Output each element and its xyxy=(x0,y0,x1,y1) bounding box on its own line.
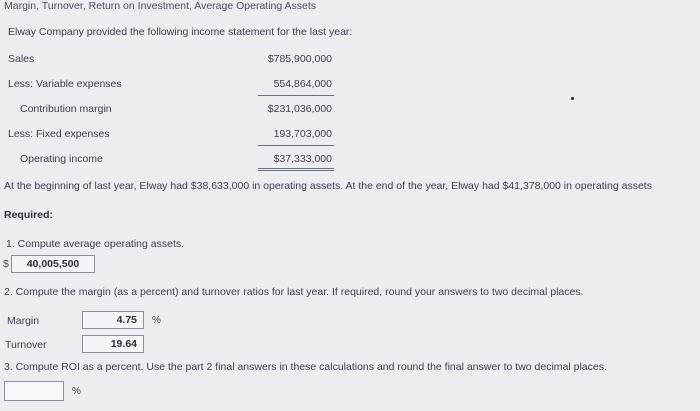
operating-income-amount: $37,333,000 xyxy=(273,153,332,165)
variable-expenses-label: Less: Variable expenses xyxy=(8,78,122,90)
total-double-underline xyxy=(258,170,334,171)
average-assets-input[interactable]: 40,005,500 xyxy=(11,255,95,273)
operating-assets-text: At the beginning of last year, Elway had $38,633,000 in operating assets. At the end of the year, Elway had $41,378,000 in operating assets xyxy=(4,180,652,192)
stray-dot xyxy=(571,97,574,100)
turnover-label: Turnover xyxy=(5,339,47,351)
turnover-input[interactable]: 19.64 xyxy=(82,335,144,353)
contribution-margin-amount: $231,036,000 xyxy=(267,103,332,115)
subtotal-underline xyxy=(258,95,334,96)
q2-prompt: 2. Compute the margin (as a percent) and turnover ratios for last year. If required, round your answers to two decimal places. xyxy=(4,286,584,298)
q1-prompt: 1. Compute average operating assets. xyxy=(6,238,185,250)
operating-income-label: Operating income xyxy=(20,153,103,165)
currency-symbol: $ xyxy=(3,258,9,270)
roi-input[interactable] xyxy=(4,381,64,401)
margin-label: Margin xyxy=(7,315,40,327)
total-double-underline xyxy=(258,168,334,169)
fixed-expenses-amount: 193,703,000 xyxy=(273,128,332,140)
roi-percent-unit: % xyxy=(72,386,81,397)
fixed-expenses-label: Less: Fixed expenses xyxy=(8,128,110,140)
page-title: Margin, Turnover, Return on Investment, Average Operating Assets xyxy=(4,0,317,12)
variable-expenses-amount: 554,864,000 xyxy=(273,78,332,90)
subtotal-underline xyxy=(258,145,334,146)
margin-input[interactable]: 4.75 xyxy=(82,311,144,329)
intro-text: Elway Company provided the following income statement for the last year: xyxy=(8,26,353,38)
required-heading: Required: xyxy=(4,209,54,221)
q3-prompt: 3. Compute ROI as a percent. Use the part 2 final answers in these calculations and round the final answer to two decimal places. xyxy=(4,361,607,373)
margin-percent-unit: % xyxy=(152,315,161,326)
sales-amount: $785,900,000 xyxy=(267,53,332,65)
contribution-margin-label: Contribution margin xyxy=(20,103,112,115)
sales-label: Sales xyxy=(8,53,35,65)
